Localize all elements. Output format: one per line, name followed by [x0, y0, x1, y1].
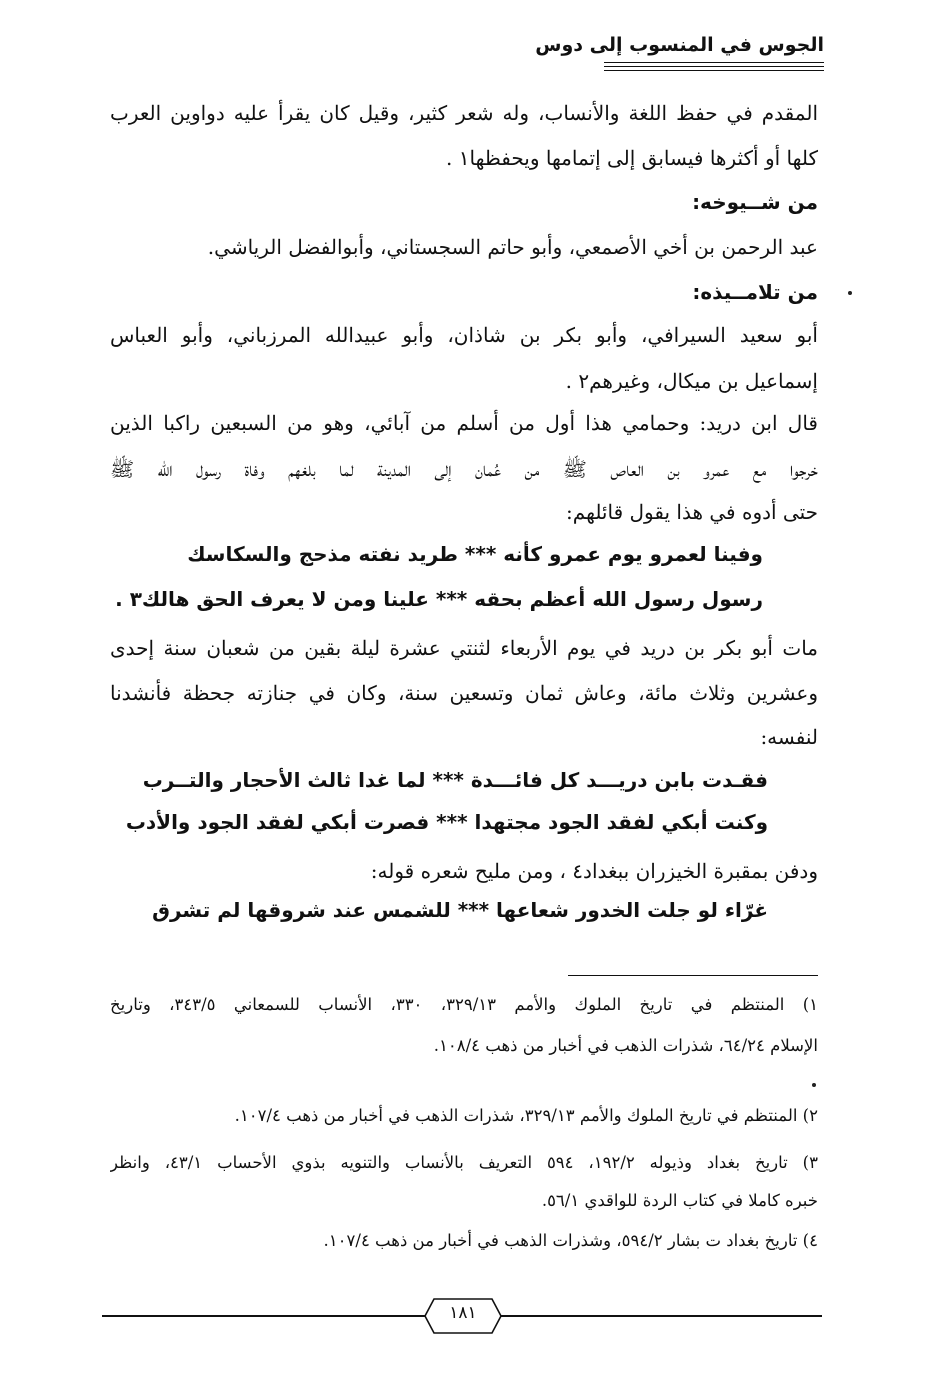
body-line: حتى أدوه في هذا يقول قائلهم:: [566, 500, 818, 524]
body-line: لنفسه:: [760, 725, 818, 749]
footnote-line: ٣) تاريخ بغداد وذيوله ١٩٢/٢، ٥٩٤ التعريف بالأنساب والتنويه بذوي الأحساب ٤٣/١، وانظر: [110, 1153, 818, 1172]
body-line: أبو سعيد السيرافي، وأبو بكر بن شاذان، وأبو عبيدالله المرزباني، وأبو العباس: [110, 323, 818, 347]
poem-verse: وفينا لعمرو يوم عمرو كأنه *** طريد نفته مذحج والسكاسك: [187, 542, 763, 566]
header-rule-middle: [604, 66, 824, 67]
body-line: كلها أو أكثرها فيسابق إلى إتمامها ويحفظها١ .: [446, 146, 818, 170]
footnote-line: ٢) المنتظم في تاريخ الملوك والأمم ٣٢٩/١٣، شذرات الذهب في أخبار من ذهب ١٠٧/٤.: [234, 1106, 818, 1125]
body-line: مات أبو بكر بن دريد في يوم الأربعاء لثنتي عشرة ليلة بقين من شعبان سنة إحدى: [110, 636, 818, 660]
section-heading-shuyukh: من شــيوخه:: [692, 190, 818, 214]
footnote-line: خبره كاملا في كتاب الردة للواقدي ٥٦/١.: [541, 1191, 818, 1210]
stray-dot: [848, 291, 852, 295]
body-line: قال ابن دريد: وحمامي هذا أول من أسلم من آبائي، وهو من السبعين راكبا الذين: [110, 411, 818, 435]
poem-verse: وكنت أبكي لفقد الجود مجتهدا *** فصرت أبكي لفقد الجود والأدب: [125, 810, 768, 834]
poem-verse: غرّاء لو جلت الخدور شعاعها *** للشمس عند شروقها لم تشرق: [152, 898, 768, 922]
body-line: إسماعيل بن ميكال، وغيرهم٢ .: [565, 369, 818, 393]
poem-verse: فقـدت بابن دريـــد كل فائـــدة *** لما غدا ثالث الأحجار والتــرب: [142, 768, 768, 792]
footnote-line: ٤) تاريخ بغداد ت بشار ٥٩٤/٢، وشذرات الذهب في أخبار من ذهب ١٠٧/٤.: [323, 1231, 818, 1250]
header-rule-bottom: [604, 70, 824, 71]
poem-verse: رسول رسول الله أعظم بحقه *** علينا ومن لا يعرف الحق هالك٣ .: [115, 587, 763, 611]
running-header-title: الجوس في المنسوب إلى دوس: [535, 34, 824, 56]
header-rule-top: [604, 62, 824, 63]
page-number-rule-right: [496, 1315, 822, 1317]
footnote-line: الإسلام ٦٤/٢٤، شذرات الذهب في أخبار من ذهب ١٠٨/٤.: [433, 1036, 818, 1055]
body-line: خرجوا مع عمرو بن العاص ﷺ من عُمان إلى المدينة لما بلغهم وفاة رسول الله ﷺ: [110, 457, 818, 481]
body-line: عبد الرحمن بن أخي الأصمعي، وأبو حاتم السجستاني، وأبوالفضل الرياشي.: [207, 235, 818, 259]
footnote-line: ١) المنتظم في تاريخ الملوك والأمم ٣٢٩/١٣، ٣٣٠، الأنساب للسمعاني ٣٤٣/٥، وتاريخ: [110, 995, 818, 1014]
body-line: المقدم في حفظ اللغة والأنساب، وله شعر كثير، وقيل كان يقرأ عليه دواوين العرب: [110, 101, 818, 125]
stray-dot: [812, 1083, 816, 1087]
footnote-separator: [568, 975, 818, 976]
section-heading-talamidh: من تلامــيذه:: [692, 280, 818, 304]
body-line: وعشرين وثلاث مائة، وعاش ثمان وتسعين سنة، وكان في جنازته جحظة فأنشدنا: [110, 681, 818, 705]
body-line: ودفن بمقبرة الخيزران ببغداد٤ ، ومن مليح شعره قوله:: [370, 859, 818, 883]
page-number: ١٨١: [449, 1303, 477, 1323]
page-number-rule-left: [102, 1315, 430, 1317]
